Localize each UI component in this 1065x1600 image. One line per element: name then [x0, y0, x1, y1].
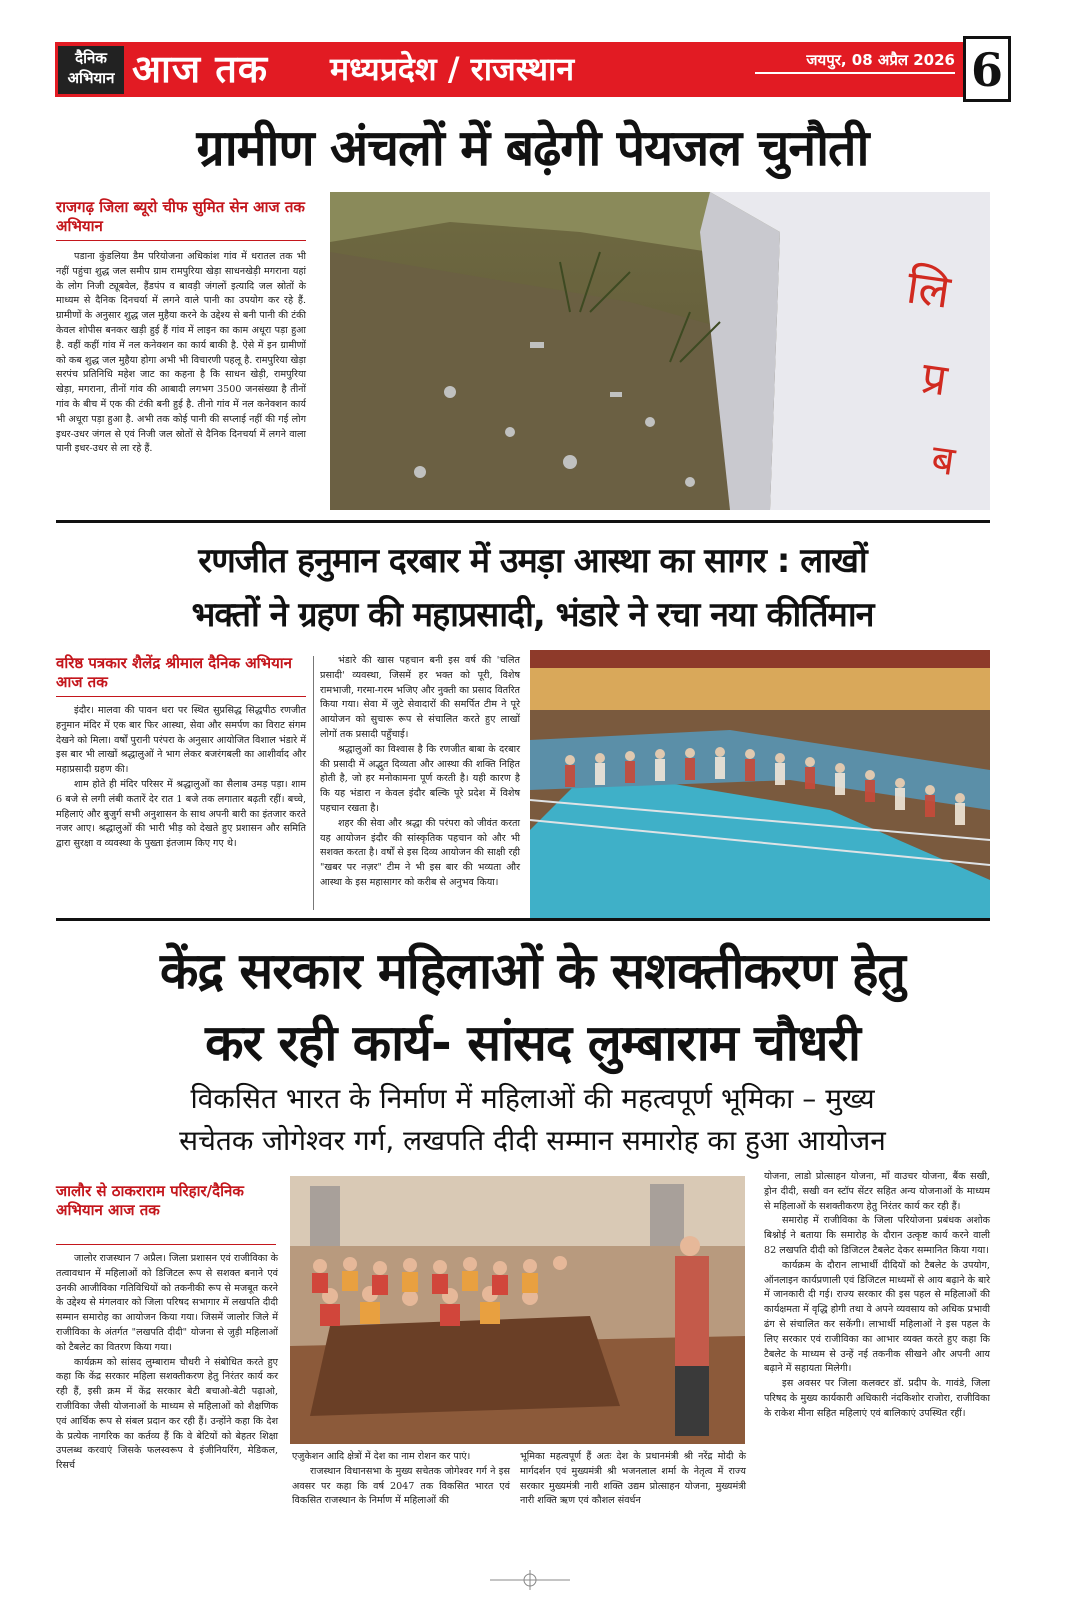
- story3-byline: जालौर से ठाकराराम परिहार/दैनिक अभियान आज तक: [56, 1182, 244, 1219]
- column-rule: [313, 656, 314, 910]
- story2-col1-p2: शाम होते ही मंदिर परिसर में श्रद्धालुओं का सैलाब उमड़ पड़ा। शाम 6 बजे से लगी लंबी कतारें देर रात 1 बजे तक लगातार बढ़ती रहीं। बच्चे, महिलाएं और बुजुर्ग सभी अनुशासन के साथ अपनी बारी का इंतजार करते नजर आए। श्रद्धालुओं की भारी भीड़ को देखते हुए प्रशासन और समिति द्वारा सुरक्षा व व्यवस्था के पुख्ता इंतजाम किए गए थे।: [56, 778, 306, 850]
- svg-text:ब: ब: [928, 436, 958, 486]
- story3-col1-p2: कार्यक्रम को सांसद लुम्बाराम चौधरी ने संबोधित करते हुए कहा कि केंद्र सरकार महिला सशक्तीकरण हेतु निरंतर कार्य कर रही हैं, इसी क्रम में केंद्र सरकार बेटी बचाओ-बेटी पढ़ाओ, राजीविका जैसी योजनाओं के माध्यम से महिलाओं को शैक्षणिक एवं आर्थिक रूप से संबल प्रदान कर रही हैं। उन्होंने कहा कि देश के प्रत्येक नागरिक का कर्तव्य हैं कि वे बेटियों को बेहतर शिक्षा उपलब्ध करवाएं जिसके फलस्वरूप वे इंजीनियरिंग, मेडिकल, रिसर्च: [56, 1356, 278, 1472]
- registration-mark: [490, 1570, 570, 1590]
- region-title: मध्यप्रदेश / राजस्थान: [330, 50, 575, 88]
- story3-col1-p1: जालोर राजस्थान 7 अप्रैल। जिला प्रशासन एवं राजीविका के तत्वावधान में महिलाओं को डिजिटल रूप से सशक्त बनाने एवं उनकी आजीविका गतिविधियों को तकनीकी रूप से मजबूत करने के उद्देश्य से मंगलवार को जिला परिषद सभागार में लखपति दीदी सम्मान समारोह का आयोजन किया गया। जिसमें जालोर जिले में राजीविका के अंतर्गत "लखपति दीदी" योजना से जुड़ी महिलाओं को टैबलेट का वितरण किया गया।: [56, 1253, 278, 1353]
- story1-headline: ग्रामीण अंचलों में बढ़ेगी पेयजल चुनौती: [196, 119, 869, 177]
- story2-headline-line1: रणजीत हनुमान दरबार में उमड़ा आस्था का सागर : लाखों: [198, 541, 867, 581]
- story2-col2-p2: श्रद्धालुओं का विश्वास है कि रणजीत बाबा के दरबार की प्रसादी में अद्भुत दिव्यता और आस्था की शक्ति निहित होती है, जो हर मनोकामना पूर्ण करती है। यही कारण है कि यह भंडारा न केवल इंदौर बल्कि पूरे प्रदेश में विशेष पहचान रखता है।: [320, 743, 520, 814]
- story3-col1: [56, 1252, 278, 1474]
- brand-small-logo: दैनिक अभियान: [58, 46, 124, 94]
- story2-col2-p1: भंडारे की खास पहचान बनी इस वर्ष की 'चलित प्रसादी' व्यवस्था, जिसमें हर भक्त को पूरी, विशेष रामभाजी, गरमा-गरम भजिए और नुक्ती का प्रसाद वितरित किया गया। सेवा में जुटे सेवादारों की समर्पित टीम ने पूरे आयोजन को सुचारू रूप से संचालित करते हुए लाखों लोगों तक प्रसादी पहुँचाई।: [320, 655, 520, 740]
- dateline: जयपुर, 08 अप्रैल 2026: [806, 51, 955, 69]
- section-divider: [56, 520, 990, 523]
- story2-col1-p1: इंदौर। मालवा की पावन धरा पर स्थित सुप्रसिद्ध सिद्धपीठ रणजीत हनुमान मंदिर में एक बार फिर आस्था, सेवा और समर्पण का विराट संगम देखने को मिला। वर्षों पुरानी परंपरा के अनुसार आयोजित विशाल भंडारे में इस बार भी लाखों श्रद्धालुओं ने भाग लेकर बजरंगबली का आशीर्वाद और महाप्रसादी ग्रहण की।: [56, 705, 306, 776]
- story3-col4-p1: योजना, लाडो प्रोत्साहन योजना, माँ वाउचर योजना, बैंक सखी, ड्रोन दीदी, सखी वन स्टॉप सेंटर सहित अन्य योजनाओं के माध्यम से महिलाओं के सशक्तीकरण हेतु निरंतर कार्य कर रही हैं।: [764, 1171, 990, 1212]
- story1-paragraph: पडाना कुंडलिया डैम परियोजना अधिकांश गांव में धरातल तक भी नहीं पहुंचा शुद्ध जल समीप ग्राम रामपुरिया खेड़ा साधनखेड़ी मगराना यहां के लोग निजी ट्यूबवेल, हैंडपंप व बावड़ी जंगलों इत्यादि जल स्रोतों के माध्यम से दैनिक दिनचर्या में लगने वाले पानी का उपयोग कर रहे हैं. ग्रामीणों के अनुसार शुद्ध जल मुहैया करने के उद्देश्य से बनी पानी की टंकी केवल शोपीस बनकर खड़ी हुई हैं गांव में लाइन का काम अधूरा पड़ा हुआ है. वहीं कहीं गांव में नल कनेक्शन का कार्य बाकी है. ऐसे में इन ग्रामीणों को कब शुद्ध जल मुहैया होगा अभी भी विचारणी पहलू है. रामपुरिया खेड़ा सरपंच प्रतिनिधि महेश जाट का कहना है कि साधन खेड़ी, रामपुरिया खेड़ा, मगराना, तीनों गांव की आबादी लगभग 3500 जनसंख्या है तीनों गांव के बीच में एक की टंकी बनी हुई है. तीनो गांव में नल कनेक्शन कार्य भी अधूरा पड़ा हुआ है. अभी तक कोई पानी की सप्लाई नहीं की गई लोग इधर-उधर जंगल से एवं निजी जल स्रोतों से दैनिक दिनचर्या में लगने वाला पानी इधर-उधर से ला रहे हैं.: [56, 251, 306, 455]
- story3-col2-p1: एजुकेशन आदि क्षेत्रों में देश का नाम रोशन कर पाएं।: [292, 1451, 471, 1462]
- brand-logo: आज तक: [132, 47, 269, 91]
- dateline-underline: [755, 72, 955, 74]
- story2-col2-p3: शहर की सेवा और श्रद्धा की परंपरा को जीवंत करता यह आयोजन इंदौर की सांस्कृतिक पहचान को और भी सशक्त करता है। वर्षों से इस दिव्य आयोजन की साक्षी रही "खबर पर नज़र" टीम ने भी इस बार की भव्यता और आस्था के इस महासागर को करीब से अनुभव किया।: [320, 817, 520, 888]
- story3-col2-p2: राजस्थान विधानसभा के मुख्य सचेतक जोगेश्वर गर्ग ने इस अवसर पर कहा कि वर्ष 2047 तक विकसित भारत एवं विकसित राजस्थान के निर्माण में महिलाओं की: [292, 1465, 510, 1507]
- story3-subhead-line2: सचेतक जोगेश्वर गर्ग, लखपति दीदी सम्मान समारोह का हुआ आयोजन: [179, 1124, 886, 1157]
- byline-rule: [56, 1244, 276, 1245]
- story3-col4-p3: कार्यक्रम के दौरान लाभार्थी दीदियों को टैबलेट के उपयोग, ऑनलाइन कार्यप्रणाली एवं डिजिटल माध्यमों से आय बढ़ाने के बारे में जानकारी दी गई। राज्य सरकार की इस पहल से महिलाओं की कार्यक्षमता में वृद्धि होगी तथा वे अपने व्यवसाय को अधिक प्रभावी ढंग से संचालित कर सकेंगी। लाभार्थी महिलाओं ने इस पहल के लिए सरकार एवं राजीविका का आभार व्यक्त करते हुए कहा कि टैबलेट के माध्यम से उन्हें नई तकनीक सीखने और अपनी आय बढ़ाने में सहायता मिलेगी।: [764, 1259, 990, 1375]
- story2-col2: [320, 654, 520, 891]
- story3-headline-line2: कर रही कार्य- सांसद लुम्बाराम चौधरी: [205, 1014, 860, 1072]
- story3-photo: [290, 1176, 745, 1444]
- byline-rule: [56, 240, 306, 241]
- story1-body: [56, 250, 306, 457]
- story2-byline: वरिष्ठ पत्रकार शैलेंद्र श्रीमाल दैनिक अभियान आज तक: [56, 654, 293, 691]
- story3-col4-p2: समारोह में राजीविका के जिला परियोजना प्रबंधक अशोक बिश्नोई ने बताया कि समारोह के दौरान उत्कृष्ट कार्य करने वाली 82 लखपति दीदी को डिजिटल टैबलेट देकर सम्मानित किया गया।: [764, 1215, 990, 1256]
- story3-col3: [520, 1450, 746, 1509]
- story3-col4: [764, 1170, 990, 1422]
- story1-photo: [330, 192, 990, 510]
- story3-subhead-line1: विकसित भारत के निर्माण में महिलाओं की महत्वपूर्ण भूमिका – मुख्य: [190, 1082, 875, 1115]
- story2-photo: [530, 650, 990, 918]
- story3-col3-p1: भूमिका महत्वपूर्ण हैं अतः देश के प्रधानमंत्री श्री नरेंद्र मोदी के मार्गदर्शन एवं मुख्यमंत्री श्री भजनलाल शर्मा के नेतृत्व में राज्य सरकार मुख्यमंत्री नारी शक्ति उद्यम प्रोत्साहन योजना, मुख्यमंत्री नारी शक्ति ऋण एवं कौशल संवर्धन: [520, 1451, 746, 1507]
- svg-text:प्र: प्र: [918, 352, 951, 407]
- svg-text:लि: लि: [903, 259, 954, 319]
- story2-headline-line2: भक्तों ने ग्रहण की महाप्रसादी, भंडारे ने रचा नया कीर्तिमान: [191, 595, 874, 635]
- section-divider: [56, 918, 990, 921]
- story2-col1: [56, 704, 306, 852]
- byline-rule: [56, 696, 306, 697]
- story3-col2: [292, 1450, 510, 1509]
- story3-headline-line1: केंद्र सरकार महिलाओं के सशक्तीकरण हेतु: [160, 942, 905, 1000]
- story3-col4-p4: इस अवसर पर जिला कलक्टर डॉ. प्रदीप के. गावंडे, जिला परिषद के मुख्य कार्यकारी अधिकारी नंदकिशोर राजोरा, राजीविका के राकेश मीना सहित महिलाएं एवं बालिकाएं उपस्थित रहीं।: [764, 1378, 990, 1419]
- page-number: 6: [963, 36, 1011, 102]
- story1-byline: राजगढ़ जिला ब्यूरो चीफ सुमित सेन आज तक अभियान: [56, 198, 305, 235]
